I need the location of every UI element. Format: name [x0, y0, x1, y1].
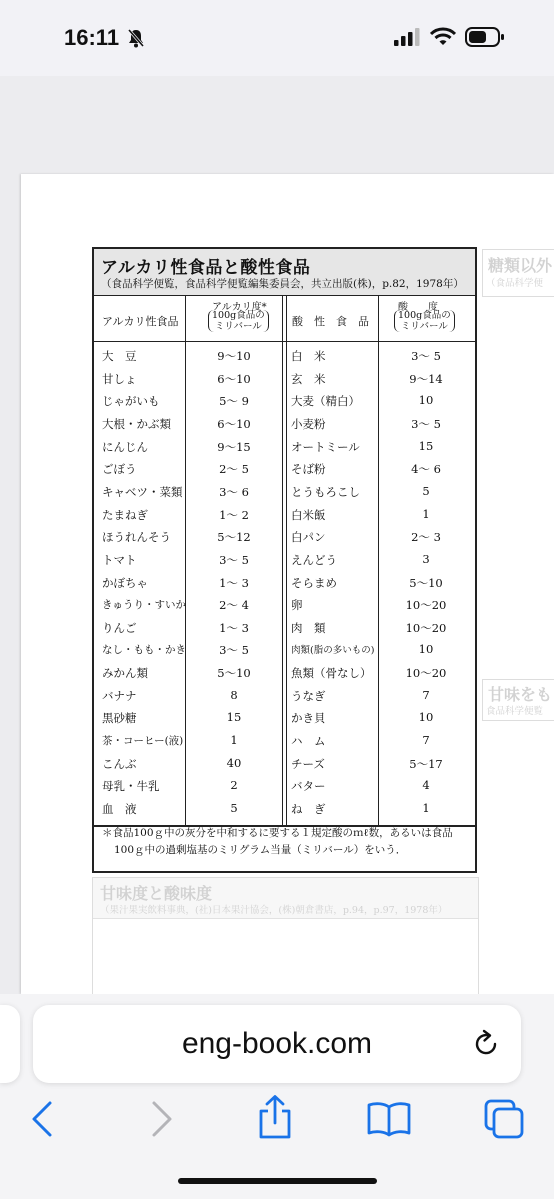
col-acidic-food: 酸 性 食 品	[292, 315, 369, 328]
col-acidic-unit-line1: 100g食品の	[398, 310, 451, 321]
acidic-degree-value: 10〜20	[405, 620, 447, 635]
col-acidic-degree: 酸 度	[398, 302, 438, 313]
alkaline-food-name: 母乳・牛乳	[102, 779, 160, 794]
acidic-food-name: オートミール	[291, 439, 360, 454]
alkaline-food-name: 甘しょ	[102, 371, 137, 386]
col-alkaline-unit-line2: ミリバール	[214, 321, 262, 332]
alkaline-degree-value: 5	[230, 801, 238, 815]
table-footnote	[102, 825, 470, 859]
alkaline-food-name: 茶・コーヒー(液)	[102, 735, 184, 748]
side-table-1	[482, 249, 554, 297]
col-alkaline-degree-unit	[208, 310, 269, 332]
alkaline-food-name: りんご	[102, 620, 137, 635]
alkaline-degree-value: 2〜 5	[219, 462, 249, 477]
reload-icon[interactable]	[471, 1029, 501, 1059]
next-table	[92, 877, 479, 994]
document-page[interactable]	[21, 174, 554, 994]
alkaline-degree-value: 5〜 9	[219, 394, 249, 409]
acidic-food-name: 白 米	[291, 349, 326, 363]
alkaline-food-name: キャベツ・菜類	[102, 484, 183, 499]
alkaline-degree-value: 3〜 5	[219, 643, 249, 658]
column-divider	[378, 295, 379, 825]
table-title: アルカリ性食品と酸性食品	[101, 258, 311, 278]
battery-icon	[465, 27, 505, 47]
next-table-title: 甘味度と酸味度	[100, 884, 213, 903]
acidic-degree-value: 7	[422, 687, 430, 702]
acidic-food-name: うなぎ	[291, 688, 326, 703]
share-icon[interactable]	[256, 1094, 294, 1140]
col-acidic-unit-line2: ミリバール	[400, 321, 448, 332]
alkaline-degree-value: 1〜 3	[219, 575, 249, 590]
acidic-degree-value: 10	[418, 393, 434, 408]
alkaline-degree-value: 2	[230, 778, 238, 793]
acidic-food-name: 大麦（精白）	[291, 394, 360, 409]
acidic-food-name: 肉 類	[291, 620, 326, 635]
column-divider	[282, 295, 283, 825]
alkaline-degree-value: 6〜10	[217, 416, 251, 431]
col-acidic-degree-unit	[394, 310, 455, 332]
acidic-degree-value: 5	[422, 483, 430, 498]
alkaline-food-name: きゅうり・すいか	[102, 599, 186, 612]
acidic-food-name: ね ぎ	[291, 802, 326, 816]
alkaline-degree-value: 2〜 4	[219, 598, 249, 613]
alkaline-food-name: ごぼう	[102, 462, 137, 477]
alkaline-food-name: にんじん	[102, 439, 148, 454]
alkaline-degree-value: 1〜 3	[219, 620, 249, 635]
alkaline-degree-value: 1〜 2	[219, 507, 249, 522]
acidic-food-name: かき貝	[291, 711, 326, 726]
acidic-degree-value: 2〜 3	[411, 530, 441, 545]
acidic-food-name: 卵	[291, 598, 303, 613]
alkaline-degree-value: 9〜15	[217, 439, 251, 454]
forward-icon[interactable]	[150, 1100, 174, 1138]
acidic-degree-value: 1	[422, 801, 430, 815]
home-indicator[interactable]	[178, 1178, 377, 1184]
acidic-degree-value: 1	[422, 506, 430, 521]
side-table-1-title: 糖類以外	[488, 256, 553, 275]
acidic-degree-value: 10	[418, 642, 434, 657]
alkaline-food-name: かぼちゃ	[102, 575, 148, 590]
alkaline-food-name: みかん類	[102, 666, 148, 681]
acidic-food-name: ハ ム	[291, 734, 326, 749]
alkaline-degree-value: 40	[226, 755, 242, 770]
acidic-food-name: チーズ	[291, 756, 325, 771]
alkaline-degree-value: 15	[226, 710, 242, 725]
url-text[interactable]: eng-book.com	[181, 1027, 373, 1060]
address-bar[interactable]	[33, 1005, 521, 1083]
column-divider	[286, 295, 287, 825]
acidic-degree-value: 3〜 5	[411, 349, 441, 363]
acidic-food-name: 小麦粉	[291, 416, 326, 431]
alkaline-degree-value: 5〜10	[217, 666, 251, 681]
acidic-degree-value: 10〜20	[405, 666, 447, 681]
alkaline-food-name: なし・もも・かき	[102, 644, 186, 657]
acidic-degree-value: 4	[422, 778, 430, 793]
side-table-2	[482, 679, 554, 721]
acidic-food-name: 魚類（骨なし）	[291, 666, 372, 681]
acidic-food-name: バター	[291, 779, 326, 794]
alkaline-food-name: バナナ	[102, 688, 137, 703]
acidic-food-name: 白米飯	[291, 507, 326, 522]
acidic-food-name: とうもろこし	[291, 484, 360, 499]
alkaline-food-name: 大根・かぶ類	[102, 416, 171, 431]
next-table-source: （果汁果実飲料事典，(社)日本果汁協会，(株)朝倉書店，p.94，p.97，1978年）	[100, 905, 448, 916]
alkaline-degree-value: 6〜10	[217, 371, 251, 386]
acidic-food-name: 玄 米	[291, 371, 326, 386]
acidic-degree-value: 5〜10	[409, 575, 443, 590]
footnote-line-2: 100ｇ中の過剰塩基のミリグラム当量（ミリバール）をいう．	[114, 844, 407, 856]
bookmarks-icon[interactable]	[366, 1101, 412, 1137]
alkaline-food-name: こんぶ	[102, 756, 137, 771]
acidic-degree-value: 3	[422, 551, 430, 566]
acidic-food-name: えんどう	[291, 552, 337, 567]
alkaline-food-name: トマト	[102, 552, 137, 567]
acidic-degree-value: 3〜 5	[411, 416, 441, 431]
alkaline-degree-value: 1	[230, 733, 238, 748]
alkaline-degree-value: 3〜 6	[219, 484, 249, 499]
acidic-degree-value: 15	[418, 438, 434, 453]
side-table-1-source: （食品科学便	[486, 278, 544, 289]
side-table-2-source: 食品科学便覧	[486, 706, 544, 717]
previous-tab-preview[interactable]	[0, 1005, 20, 1083]
acidic-degree-value: 7	[422, 733, 430, 748]
alkaline-food-name: 黒砂糖	[102, 711, 137, 726]
acidic-food-name: 肉類(脂の多いもの)	[291, 645, 375, 657]
col-alkaline-food: アルカリ性食品	[102, 315, 179, 328]
status-time: 16:11	[64, 25, 120, 50]
alkaline-acidic-table	[92, 247, 477, 873]
acidic-degree-value: 9〜14	[409, 371, 443, 386]
alkaline-food-name: じゃがいも	[102, 394, 160, 409]
status-bar	[0, 0, 554, 76]
column-divider	[185, 295, 186, 825]
col-alkaline-degree: アルカリ度*	[212, 302, 267, 313]
alkaline-food-name: 大 豆	[102, 349, 137, 363]
alkaline-food-name: たまねぎ	[102, 507, 148, 522]
acidic-degree-value: 4〜 6	[411, 462, 441, 477]
alkaline-degree-value: 9〜10	[217, 349, 251, 363]
cellular-signal-icon	[394, 28, 420, 46]
alkaline-food-name: ほうれんそう	[102, 530, 171, 545]
wifi-icon	[430, 27, 456, 47]
alkaline-degree-value: 5〜12	[217, 530, 251, 545]
acidic-food-name: そらまめ	[291, 575, 337, 590]
acidic-degree-value: 10〜20	[405, 598, 447, 613]
col-alkaline-unit-line1: 100g食品の	[212, 310, 265, 321]
footnote-line-1: ＊食品100ｇ中の灰分を中和するに要する１規定酸のｍℓ数，あるいは食品	[102, 827, 453, 839]
acidic-food-name: 白パン	[291, 530, 326, 545]
side-table-2-title: 甘味をも	[488, 685, 553, 704]
bell-slash-icon	[127, 28, 145, 48]
acidic-food-name: そば粉	[291, 462, 326, 477]
back-icon[interactable]	[30, 1100, 54, 1138]
acidic-degree-value: 10	[418, 710, 434, 725]
acidic-degree-value: 5〜17	[409, 756, 443, 771]
tabs-icon[interactable]	[483, 1098, 525, 1140]
alkaline-degree-value: 3〜 5	[219, 552, 249, 567]
alkaline-food-name: 血 液	[102, 802, 137, 816]
table-header	[94, 249, 475, 296]
table-source: （食品科学便覧，食品科学便覧編集委員会，共立出版(株)，p.82，1978年）	[101, 278, 464, 290]
header-separator	[94, 341, 475, 342]
alkaline-degree-value: 8	[230, 687, 238, 702]
